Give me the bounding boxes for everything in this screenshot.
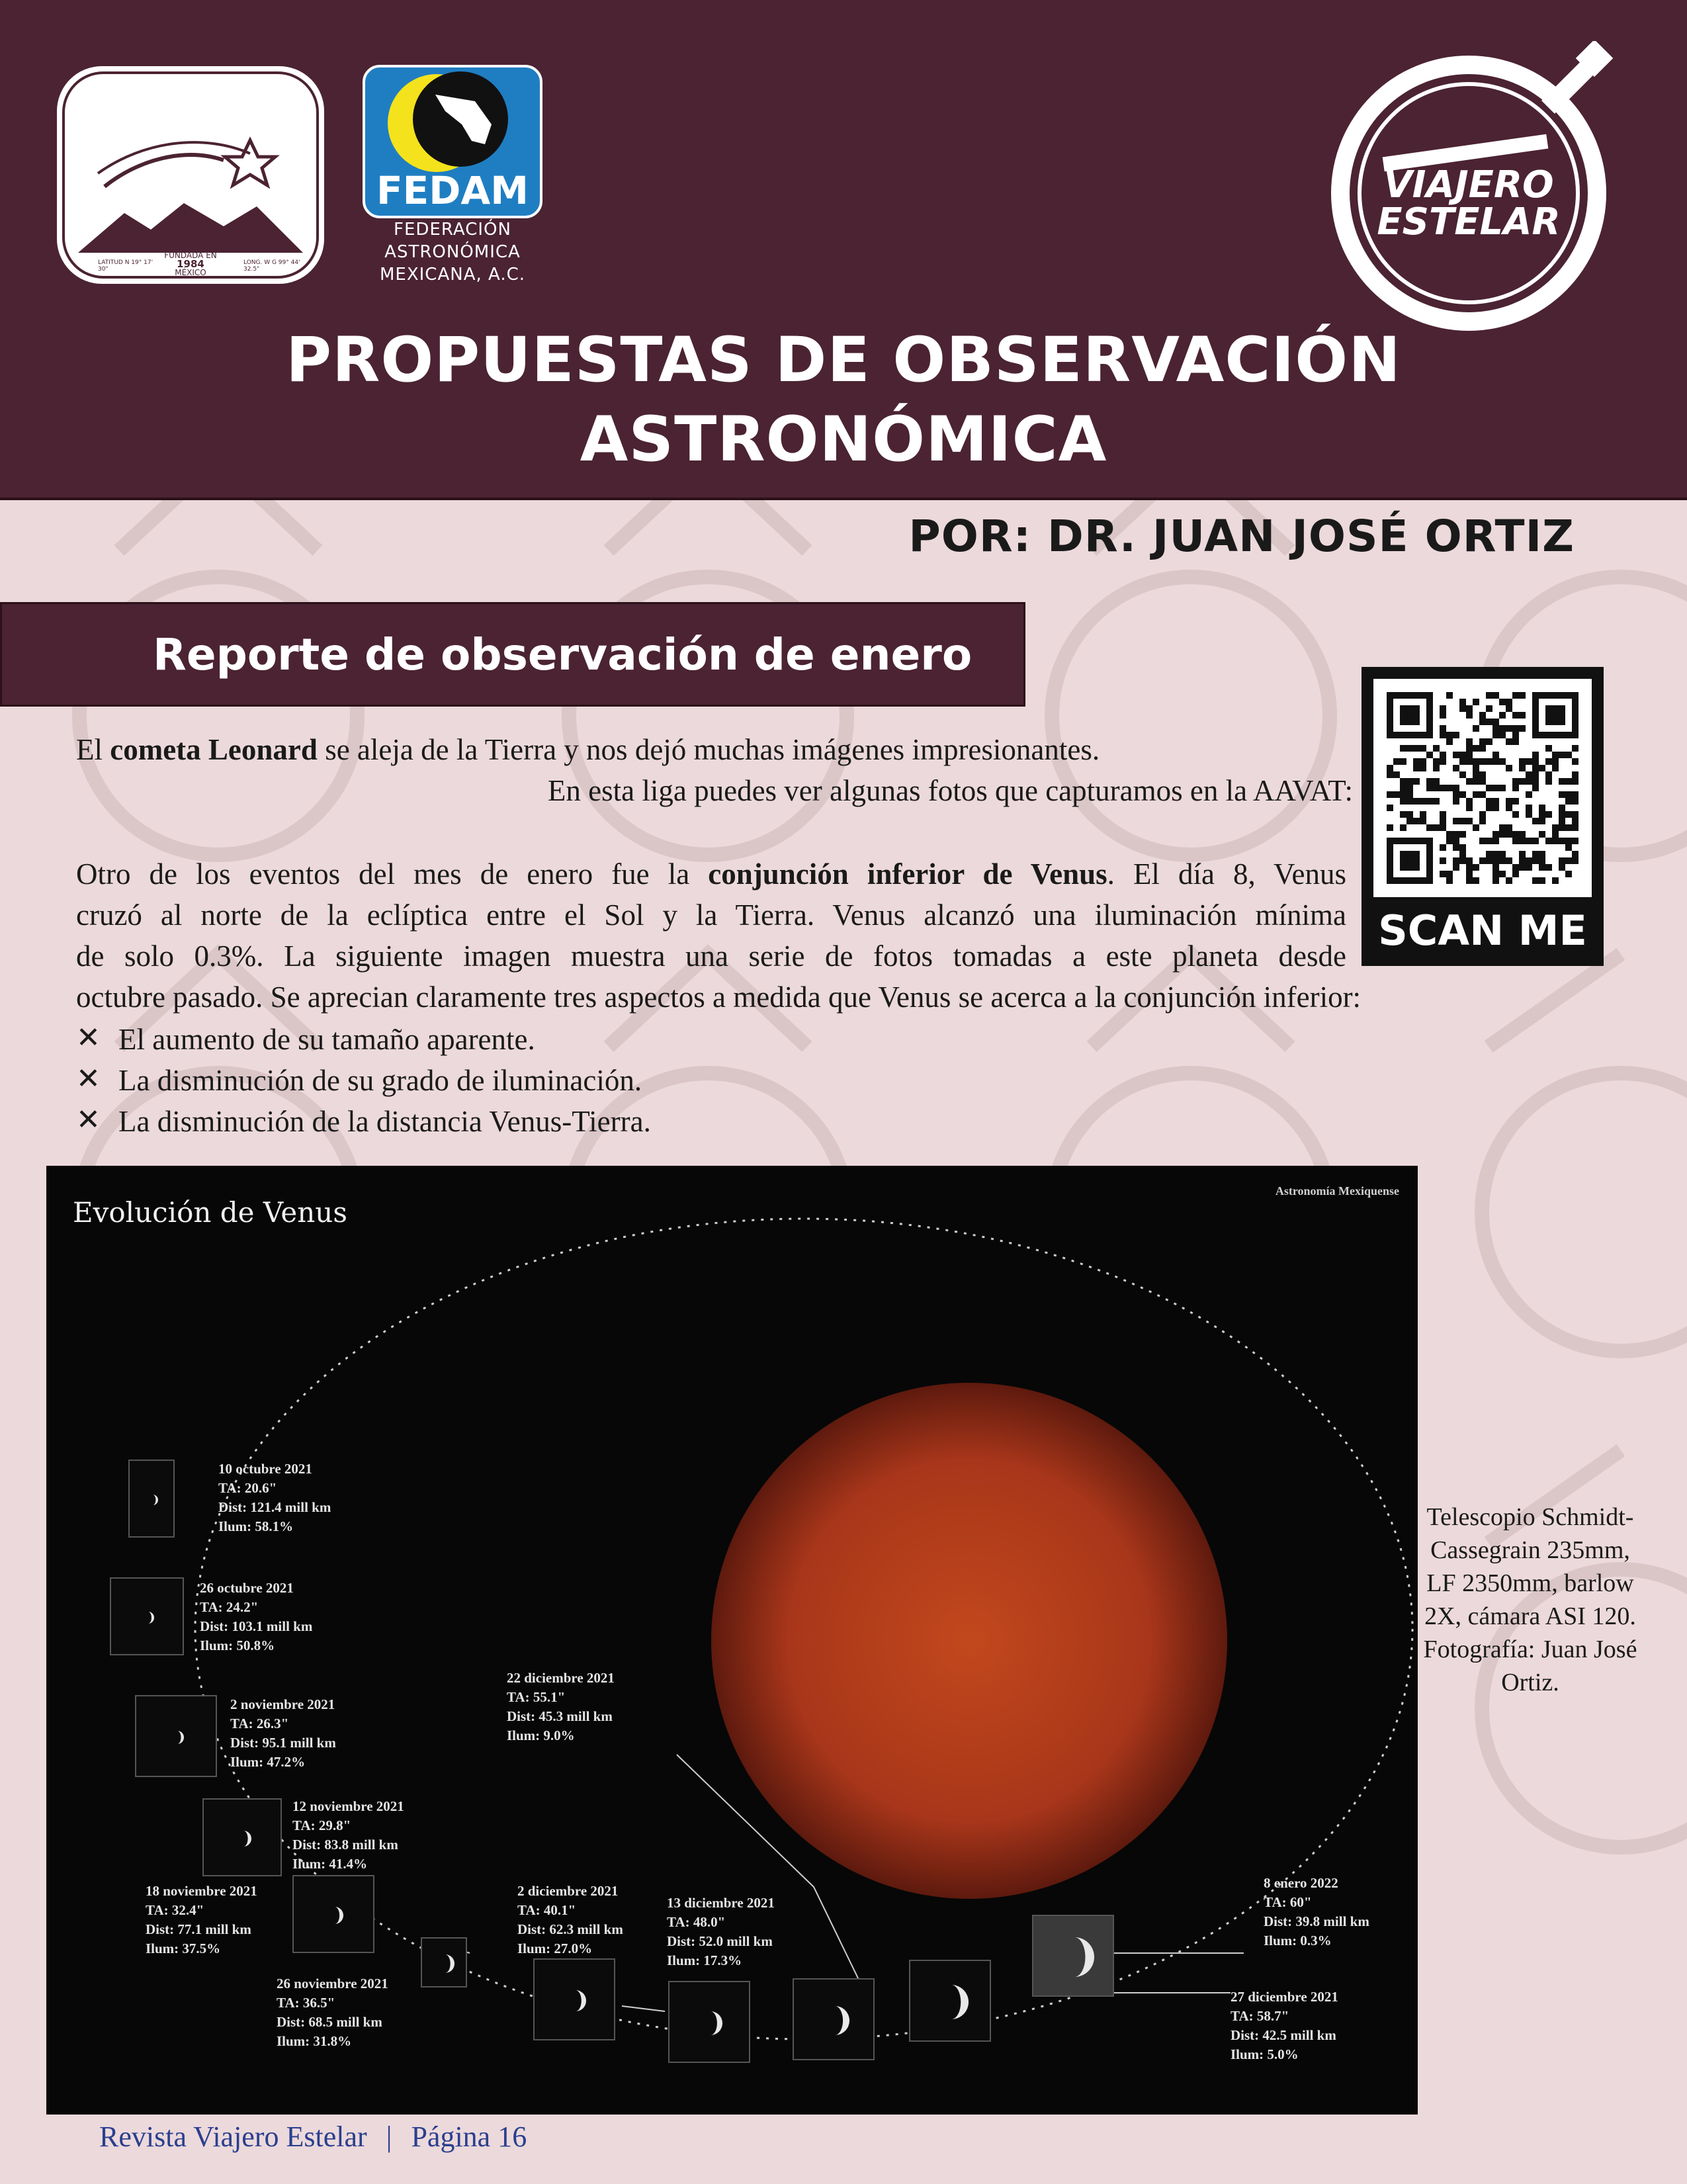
venus-thumbnail — [533, 1958, 615, 2040]
venus-date: 8 enero 2022 — [1264, 1875, 1338, 1891]
venus-crescent — [910, 1961, 992, 2043]
fedam-line2: ASTRONÓMICA — [384, 242, 521, 262]
venus-date: 2 diciembre 2021 — [517, 1883, 619, 1899]
bullet-item — [76, 1101, 651, 1142]
footer-magazine: Revista Viajero Estelar — [99, 2120, 367, 2153]
venus-ilum: Ilum: 58.1% — [218, 1518, 294, 1534]
page-title-line2: ASTRONÓMICA — [580, 404, 1107, 476]
venus-date: 26 noviembre 2021 — [277, 1976, 388, 1991]
cross-icon: ✕ — [76, 1062, 101, 1096]
venus-crescent — [111, 1579, 185, 1657]
venus-ta: TA: 32.4" — [146, 1902, 204, 1918]
venus-thumbnail — [793, 1978, 875, 2060]
venus-crescent — [1033, 1916, 1115, 1998]
fedam-logo — [363, 65, 542, 290]
venus-thumbnail — [110, 1577, 184, 1655]
venus-observation-label — [1231, 1987, 1338, 2064]
footer-page-number: Página 16 — [411, 2120, 527, 2153]
bullet-item — [76, 1019, 651, 1060]
qr-code[interactable] — [1362, 667, 1604, 966]
p1-link-intro: En esta liga puedes ver algunas fotos que capturamos en la AAVAT: — [547, 774, 1353, 807]
venus-observation-label — [292, 1797, 404, 1874]
fedam-line3: MEXICANA, A.C. — [379, 265, 526, 284]
venus-crescent — [294, 1876, 376, 1954]
bullet-item — [76, 1060, 651, 1101]
aavat-long: LONG. W G 99° 44' 32.5" — [243, 259, 300, 273]
venus-observation-label — [218, 1460, 331, 1536]
venus-date: 2 noviembre 2021 — [230, 1696, 335, 1712]
footer-separator: | — [386, 2120, 392, 2153]
venus-ta: TA: 26.3" — [230, 1716, 289, 1731]
venus-dist: Dist: 103.1 mill km — [200, 1618, 313, 1634]
venus-ilum: Ilum: 47.2% — [230, 1754, 306, 1770]
viajero-line2: ESTELAR — [1377, 200, 1561, 243]
venus-date: 18 noviembre 2021 — [146, 1883, 257, 1899]
qr-pattern — [1373, 679, 1592, 897]
venus-dist: Dist: 62.3 mill km — [517, 1921, 623, 1937]
venus-observation-label — [200, 1579, 312, 1655]
venus-dist: Dist: 83.8 mill km — [292, 1837, 398, 1853]
venus-ta: TA: 48.0" — [667, 1914, 726, 1930]
venus-date: 27 diciembre 2021 — [1231, 1989, 1338, 2005]
aavat-founded: FUNDADA EN — [164, 251, 217, 260]
qr-label: SCAN ME — [1378, 906, 1587, 955]
venus-observation-label — [507, 1669, 615, 1745]
venus-dist: Dist: 121.4 mill km — [218, 1499, 331, 1515]
venus-date: 22 diciembre 2021 — [507, 1670, 615, 1686]
venus-ilum: Ilum: 9.0% — [507, 1727, 575, 1743]
venus-crescent — [535, 1960, 617, 2042]
venus-crescent — [204, 1800, 283, 1878]
venus-observation-label — [517, 1882, 623, 1958]
photo-title: Evolución de Venus — [73, 1196, 347, 1229]
venus-ta: TA: 24.2" — [200, 1599, 259, 1615]
venus-dist: Dist: 95.1 mill km — [230, 1735, 336, 1751]
venus-crescent — [670, 1982, 752, 2064]
section-header — [0, 602, 1025, 707]
p1-text-c: se aleja de la Tierra y nos dejó muchas imágenes impresionantes. — [317, 733, 1100, 766]
p2-line3: de solo 0.3%. La siguiente imagen muestra una serie de fotos tomadas a este planeta desde — [76, 939, 1346, 973]
p2-text-a: Otro de los eventos del mes de enero fue la — [76, 857, 709, 891]
venus-ta: TA: 58.7" — [1231, 2008, 1289, 2024]
cross-icon: ✕ — [76, 1103, 101, 1137]
venus-crescent — [422, 1939, 468, 1989]
page-title-line1: PROPUESTAS DE OBSERVACIÓN — [286, 324, 1401, 396]
venus-ta: TA: 40.1" — [517, 1902, 576, 1918]
venus-thumbnail — [668, 1981, 750, 2063]
venus-thumbnail — [202, 1798, 282, 1876]
venus-ta: TA: 36.5" — [277, 1995, 335, 2011]
venus-ilum: Ilum: 31.8% — [277, 2033, 352, 2049]
paragraph-comet — [76, 729, 1353, 811]
p2-line4: octubre pasado. Se aprecian claramente tres aspectos a medida que Venus se acerca a la conjunción inferior: — [76, 981, 1362, 1014]
venus-evolution-photo — [46, 1166, 1418, 2115]
header-banner — [0, 0, 1687, 500]
cross-icon: ✕ — [76, 1021, 101, 1055]
photo-credit: Astronomía Mexiquense — [1275, 1184, 1399, 1198]
venus-dist: Dist: 39.8 mill km — [1264, 1913, 1369, 1929]
venus-ilum: Ilum: 0.3% — [1264, 1933, 1332, 1948]
venus-observation-label — [667, 1894, 775, 1970]
venus-ta: TA: 60" — [1264, 1894, 1312, 1910]
aavat-year: 1984 — [177, 258, 204, 270]
venus-ta: TA: 55.1" — [507, 1689, 566, 1705]
aavat-lat: LATITUD N 19° 17' 30" — [98, 259, 153, 273]
venus-date: 12 noviembre 2021 — [292, 1798, 404, 1814]
venus-dist: Dist: 68.5 mill km — [277, 2014, 382, 2030]
venus-dist: Dist: 77.1 mill km — [146, 1921, 251, 1937]
venus-crescent — [130, 1461, 176, 1539]
sun — [711, 1383, 1227, 1899]
fedam-name: FEDAM — [376, 168, 529, 213]
venus-observation-label — [1264, 1874, 1369, 1950]
venus-observation-label — [277, 1974, 388, 2051]
p2-line2: cruzó al norte de la eclíptica entre el Sol y la Tierra. Venus alcanzó una iluminación mínima — [76, 898, 1346, 932]
viajero-line1: VIAJERO — [1383, 163, 1554, 206]
p2-bold-conjunction: conjunción inferior de Venus — [708, 857, 1107, 891]
venus-ilum: Ilum: 41.4% — [292, 1856, 368, 1872]
venus-ilum: Ilum: 37.5% — [146, 1941, 221, 1956]
venus-date: 13 diciembre 2021 — [667, 1895, 775, 1911]
p1-text-a: El — [76, 733, 110, 766]
byline: POR: DR. JUAN JOSÉ ORTIZ — [908, 511, 1575, 562]
venus-ta: TA: 20.6" — [218, 1480, 277, 1496]
venus-ilum: Ilum: 17.3% — [667, 1952, 742, 1968]
venus-thumbnail — [128, 1460, 175, 1538]
venus-thumbnail — [292, 1875, 374, 1953]
venus-crescent — [136, 1696, 218, 1778]
venus-thumbnail — [421, 1937, 467, 1987]
venus-observation-label — [146, 1882, 257, 1958]
venus-dist: Dist: 45.3 mill km — [507, 1708, 613, 1724]
venus-ilum: Ilum: 5.0% — [1231, 2046, 1299, 2062]
venus-thumbnail — [1032, 1915, 1114, 1997]
bullet-text: La disminución de su grado de iluminación. — [118, 1064, 642, 1097]
venus-observation-label — [230, 1695, 336, 1772]
venus-date: 10 octubre 2021 — [218, 1461, 312, 1477]
bullet-text: El aumento de su tamaño aparente. — [118, 1023, 535, 1056]
venus-ta: TA: 29.8" — [292, 1817, 351, 1833]
footer — [99, 2120, 527, 2154]
viajero-estelar-logo — [1330, 41, 1621, 332]
bullet-list — [76, 1019, 651, 1142]
venus-thumbnail — [909, 1960, 991, 2042]
aavat-place: MÉXICO — [175, 268, 206, 277]
fedam-line1: FEDERACIÓN — [394, 220, 511, 240]
venus-thumbnail — [135, 1695, 217, 1777]
p2-text-c: . El día 8, Venus — [1107, 857, 1346, 891]
section-title: Reporte de observación de enero — [153, 629, 973, 680]
venus-dist: Dist: 52.0 mill km — [667, 1933, 773, 1949]
photo-caption: Telescopio Schmidt-Cassegrain 235mm, LF 2350mm, barlow 2X, cámara ASI 120. Fotografía: Juan José Ortiz. — [1423, 1503, 1637, 1696]
venus-dist: Dist: 42.5 mill km — [1231, 2027, 1336, 2043]
venus-ilum: Ilum: 50.8% — [200, 1638, 275, 1653]
aavat-logo — [52, 61, 329, 289]
bullet-text: La disminución de la distancia Venus-Tierra. — [118, 1105, 651, 1138]
venus-date: 26 octubre 2021 — [200, 1580, 294, 1596]
venus-ilum: Ilum: 27.0% — [517, 1941, 593, 1956]
p1-bold-comet: cometa Leonard — [110, 733, 318, 766]
venus-crescent — [794, 1980, 876, 2062]
